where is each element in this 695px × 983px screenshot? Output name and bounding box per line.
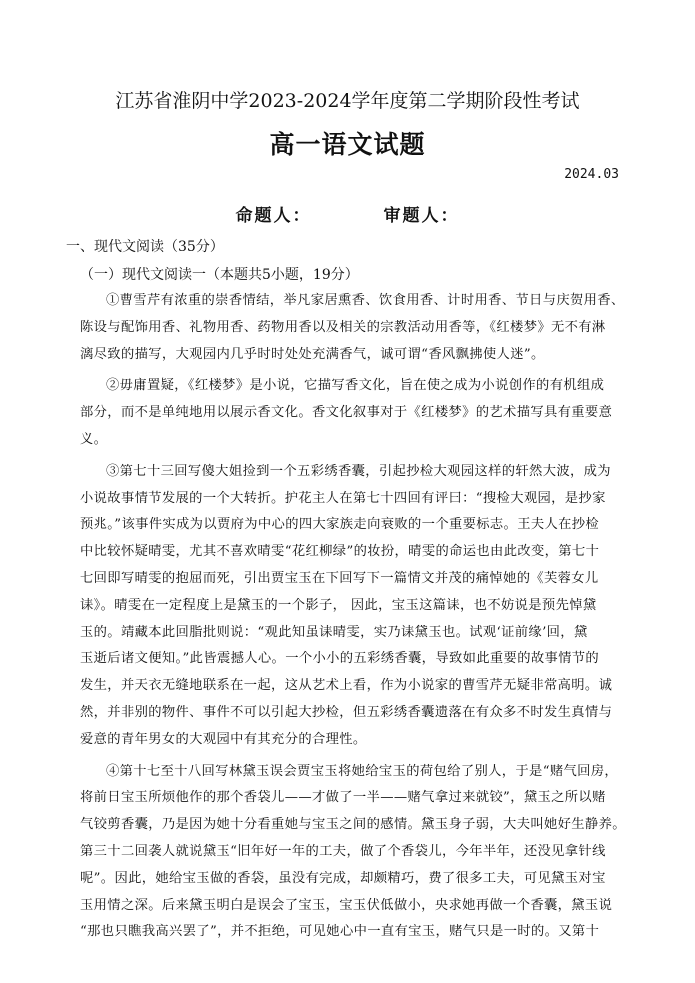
passage-line: ④第十七至十八回写林黛玉误会贾宝玉将她给宝玉的荷包给了别人，于是“赌气回房， — [106, 763, 619, 779]
section-heading: 一、现代文阅读（35分） — [66, 239, 224, 255]
passage-line: ③第七十三回写傻大姐捡到一个五彩绣香囊，引起抄检大观园这样的轩然大波，成为 — [106, 463, 611, 479]
passage-line: 义。 — [80, 431, 108, 447]
passage-line: 玉用情之深。后来黛玉明白是误会了宝玉，宝玉伏低做小，央求她再做一个香囊，黛玉说 — [80, 897, 613, 913]
setter-line — [0, 201, 695, 226]
passage-line: 漓尽致的描写，大观园内几乎时时处处充满香气，诚可谓“香风飘拂使人迷”。 — [80, 346, 545, 362]
passage-line: 中比较怀疑晴雯，尤其不喜欢晴雯“花红柳绿”的妆扮，晴雯的命运也由此改变，第七十 — [80, 544, 600, 560]
passage-line: 小说故事情节发展的一个大转折。护花主人在第七十四回有评曰：“搜检大观园，是抄家 — [80, 490, 606, 506]
passage-line: 呢”。因此，她给宝玉做的香袋，虽没有完成，却颇精巧，费了很多工夫，可见黛玉对宝 — [80, 870, 606, 886]
passage-line: 玉逝后诸文便知。”此皆震撼人心。一个小小的五彩绣香囊，导致如此重要的故事情节的 — [80, 651, 600, 667]
passage-line: 发生，并天衣无缝地联系在一起，这从艺术上看，作为小说家的曹雪芹无疑非常高明。诚 — [80, 678, 613, 694]
exam-title: 江苏省淮阴中学2023-2024学年度第二学期阶段性考试 — [115, 90, 580, 112]
setter-label: 命题人： — [235, 206, 312, 226]
passage-line: 然，并非别的物件、事件不可以引起大抄检，但五彩绣香囊遗落在有众多不时发生真情与 — [80, 704, 613, 720]
passage-line: “那也只瞧我高兴罢了”，并不拒绝，可见她心中一直有宝玉，赌气只是一时的。又第十 — [80, 924, 600, 940]
passage-line: 将前日宝玉所烦他作的那个香袋儿——才做了一半——赌气拿过来就铰”，黛玉之所以赌 — [80, 790, 606, 806]
passage-line: 部分，而不是单纯地用以展示香文化。香文化叙事对于《红楼梦》的艺术描写具有重要意 — [80, 405, 613, 421]
passage-line: 第三十二回袭人就说黛玉“旧年好一年的工夫，做了个香袋儿，今年半年，还没见拿针线 — [80, 843, 606, 859]
passage-line: 玉的。靖藏本此回脂批则说：“观此知虽诔晴雯，实乃诔黛玉也。试观‘证前缘’回，黛 — [80, 624, 588, 640]
passage-line: 陈设与配饰用香、礼物用香、药物用香以及相关的宗教活动用香等，《红楼梦》无不有淋 — [80, 319, 606, 335]
passage-line: ①曹雪芹有浓重的崇香情结，举凡家居熏香、饮食用香、计时用香、节日与庆贺用香、 — [106, 293, 625, 308]
passage-line: 预兆。”该事件实成为以贾府为中心的四大家族走向衰败的一个重要标志。王夫人在抄检 — [80, 517, 600, 533]
passage-line: 爱意的青年男女的大观园中有其充分的合理性。 — [80, 731, 367, 747]
reviewer-label: 审题人： — [383, 206, 460, 226]
subsection-heading: （一）现代文阅读一（本题共5小题，19分） — [80, 267, 359, 283]
passage-line: 气铰剪香囊，乃是因为她十分看重她与宝玉之间的感情。黛玉身子弱，大夫叫她好生静养。 — [80, 817, 626, 833]
reading-passage — [80, 288, 630, 946]
passage-line: 七回即写晴雯的抱屈而死，引出贾宝玉在下回写下一篇情文并茂的痛悼她的《芙蓉女儿 — [80, 570, 599, 586]
exam-date: 2024.03 — [564, 167, 619, 182]
subject-title: 高一语文试题 — [269, 130, 426, 159]
passage-line: 诔》。晴雯在一定程度上是黛玉的一个影子， 因此，宝玉这篇诔，也不妨说是预先悼黛 — [80, 597, 597, 613]
passage-line: ②毋庸置疑，《红楼梦》是小说，它描写香文化，旨在使之成为小说创作的有机组成 — [106, 378, 605, 394]
